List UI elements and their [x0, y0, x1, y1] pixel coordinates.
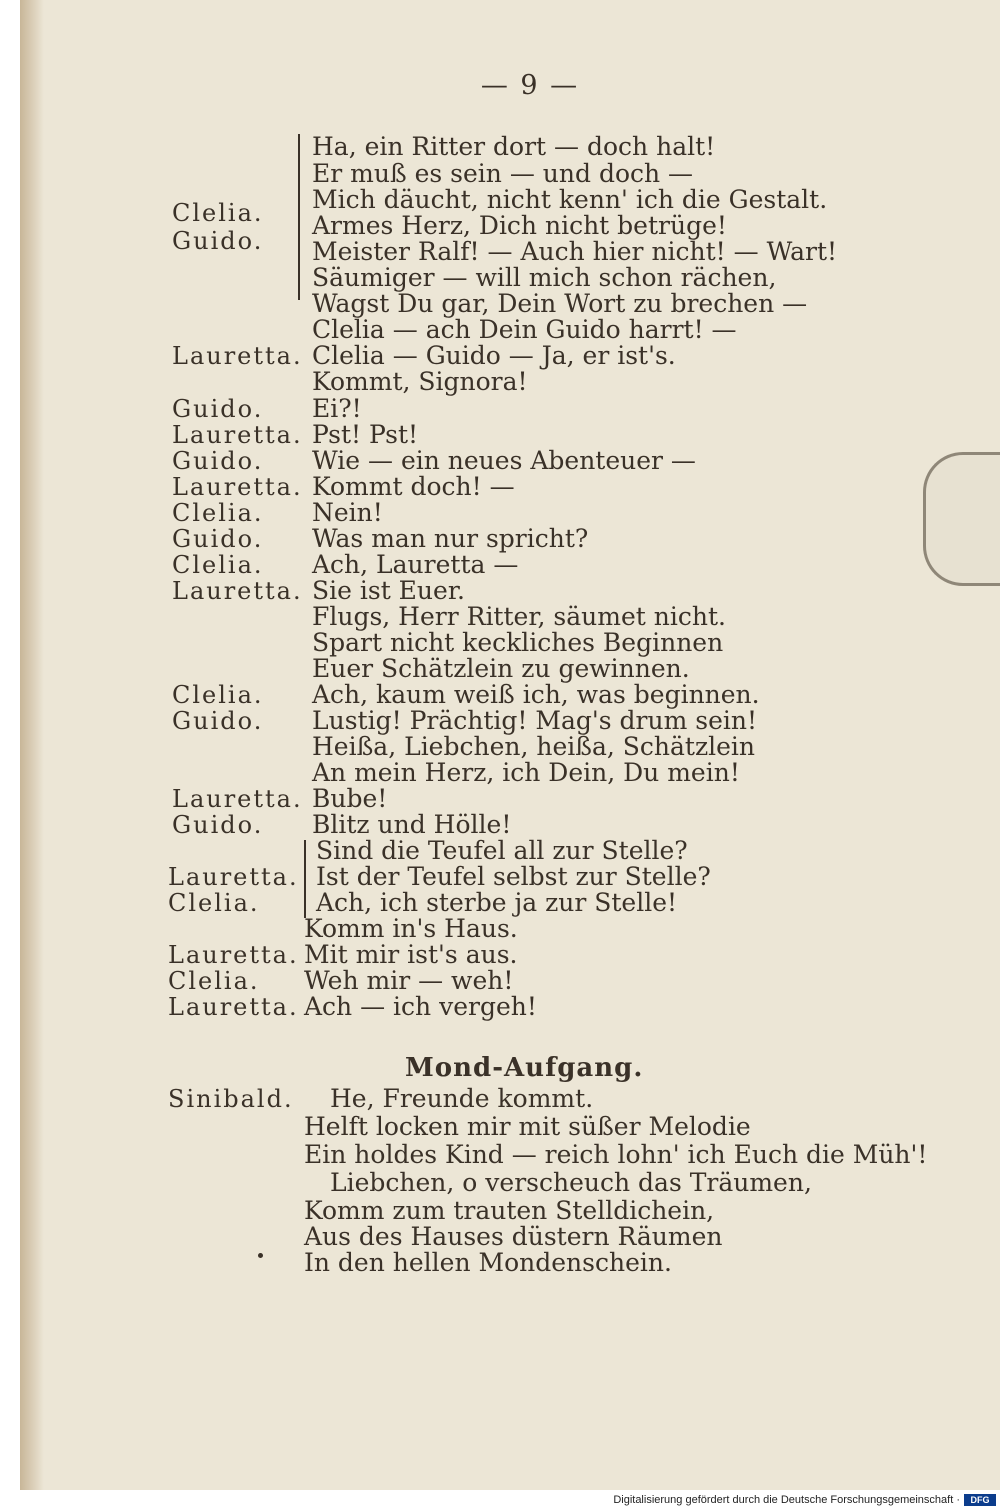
speaker-clelia: Clelia. — [172, 681, 264, 709]
song-line: He, Freunde kommt. — [330, 1084, 594, 1113]
dialogue-line: Bube! — [312, 784, 388, 813]
dialogue-line: Ach, kaum weiß ich, was beginnen. — [312, 680, 760, 709]
dfg-logo: DFG — [964, 1494, 996, 1506]
dialogue-line: Lustig! Prächtig! Mag's drum sein! — [312, 706, 758, 735]
dialogue-line: Ei?! — [312, 394, 362, 423]
dialogue-line: Mit mir ist's aus. — [304, 940, 518, 969]
dialogue-line: Armes Herz, Dich nicht betrüge! — [312, 211, 727, 240]
speaker-clelia: Clelia. — [172, 199, 264, 227]
dialogue-line: Pst! Pst! — [312, 420, 419, 449]
dialogue-line: Sind die Teufel all zur Stelle? — [316, 836, 688, 865]
song-line: Helft locken mir mit süßer Melodie — [304, 1112, 751, 1141]
dialogue-line: Sie ist Euer. — [312, 576, 465, 605]
dialogue-line: Heißa, Liebchen, heißa, Schätzlein — [312, 732, 756, 761]
dialogue-line: Mich däucht, nicht kenn' ich die Gestalt. — [312, 185, 828, 214]
dialogue-line: Clelia — ach Dein Guido harrt! — — [312, 315, 737, 344]
speaker-brace — [298, 134, 300, 300]
speaker-brace — [304, 840, 306, 918]
dialogue-line: Komm in's Haus. — [304, 914, 518, 943]
ink-dot — [258, 1253, 263, 1258]
speaker-lauretta: Lauretta. — [172, 577, 303, 605]
speaker-guido: Guido. — [172, 525, 264, 553]
page-binding — [20, 0, 44, 1490]
page-number: — 9 — — [480, 70, 580, 101]
dialogue-line: Was man nur spricht? — [312, 524, 589, 553]
speaker-clelia: Clelia. — [168, 967, 260, 995]
speaker-guido: Guido. — [172, 227, 264, 255]
section-heading: Mond-Aufgang. — [405, 1053, 644, 1083]
dialogue-line: Ach — ich vergeh! — [304, 992, 537, 1021]
dialogue-line: Clelia — Guido — Ja, er ist's. — [312, 341, 676, 370]
song-line: Liebchen, o verscheuch das Träumen, — [330, 1168, 812, 1197]
dialogue-line: An mein Herz, ich Dein, Du mein! — [312, 758, 740, 787]
speaker-clelia: Clelia. — [172, 499, 264, 527]
dialogue-line: Spart nicht keckliches Beginnen — [312, 628, 724, 657]
dialogue-line: Blitz und Hölle! — [312, 810, 512, 839]
speaker-sinibald: Sinibald. — [168, 1085, 294, 1113]
speaker-guido: Guido. — [172, 811, 264, 839]
dialogue-line: Wie — ein neues Abenteuer — — [312, 446, 696, 475]
speaker-guido: Guido. — [172, 447, 264, 475]
speaker-lauretta: Lauretta. — [168, 993, 299, 1021]
dialogue-line: Ach, ich sterbe ja zur Stelle! — [316, 888, 678, 917]
book-page — [20, 0, 1000, 1490]
speaker-lauretta: Lauretta. — [168, 941, 299, 969]
speaker-clelia: Clelia. — [168, 889, 260, 917]
digitization-footer — [0, 1492, 1000, 1508]
speaker-clelia: Clelia. — [172, 551, 264, 579]
dialogue-line: Wagst Du gar, Dein Wort zu brechen — — [312, 289, 808, 318]
speaker-guido: Guido. — [172, 707, 264, 735]
dialogue-line: Ha, ein Ritter dort — doch halt! — [312, 132, 716, 161]
dialogue-line: Säumiger — will mich schon rächen, — [312, 263, 777, 292]
dialogue-line: Nein! — [312, 498, 383, 527]
speaker-lauretta: Lauretta. — [172, 342, 303, 370]
song-line: In den hellen Mondenschein. — [304, 1248, 672, 1277]
song-line: Aus des Hauses düstern Räumen — [304, 1222, 723, 1251]
speaker-lauretta: Lauretta. — [172, 785, 303, 813]
dialogue-line: Ach, Lauretta — — [312, 550, 519, 579]
song-line: Komm zum trauten Stelldichein, — [304, 1196, 715, 1225]
dialogue-line: Euer Schätzlein zu gewinnen. — [312, 654, 690, 683]
dialogue-line: Kommt, Signora! — [312, 367, 528, 396]
speaker-lauretta: Lauretta. — [172, 473, 303, 501]
dialogue-line: Er muß es sein — und doch — — [312, 159, 694, 188]
speaker-lauretta: Lauretta. — [168, 863, 299, 891]
song-line: Ein holdes Kind — reich lohn' ich Euch die Müh'! — [304, 1140, 928, 1169]
speaker-lauretta: Lauretta. — [172, 421, 303, 449]
dialogue-line: Meister Ralf! — Auch hier nicht! — Wart! — [312, 237, 838, 266]
page-tab-notch — [923, 452, 1000, 586]
dialogue-line: Weh mir — weh! — [304, 966, 514, 995]
dialogue-line: Ist der Teufel selbst zur Stelle? — [316, 862, 711, 891]
dialogue-line: Flugs, Herr Ritter, säumet nicht. — [312, 602, 726, 631]
footer-credit: Digitalisierung gefördert durch die Deutsche Forschungsgemeinschaft · — [613, 1494, 960, 1506]
dialogue-line: Kommt doch! — — [312, 472, 515, 501]
speaker-guido: Guido. — [172, 395, 264, 423]
